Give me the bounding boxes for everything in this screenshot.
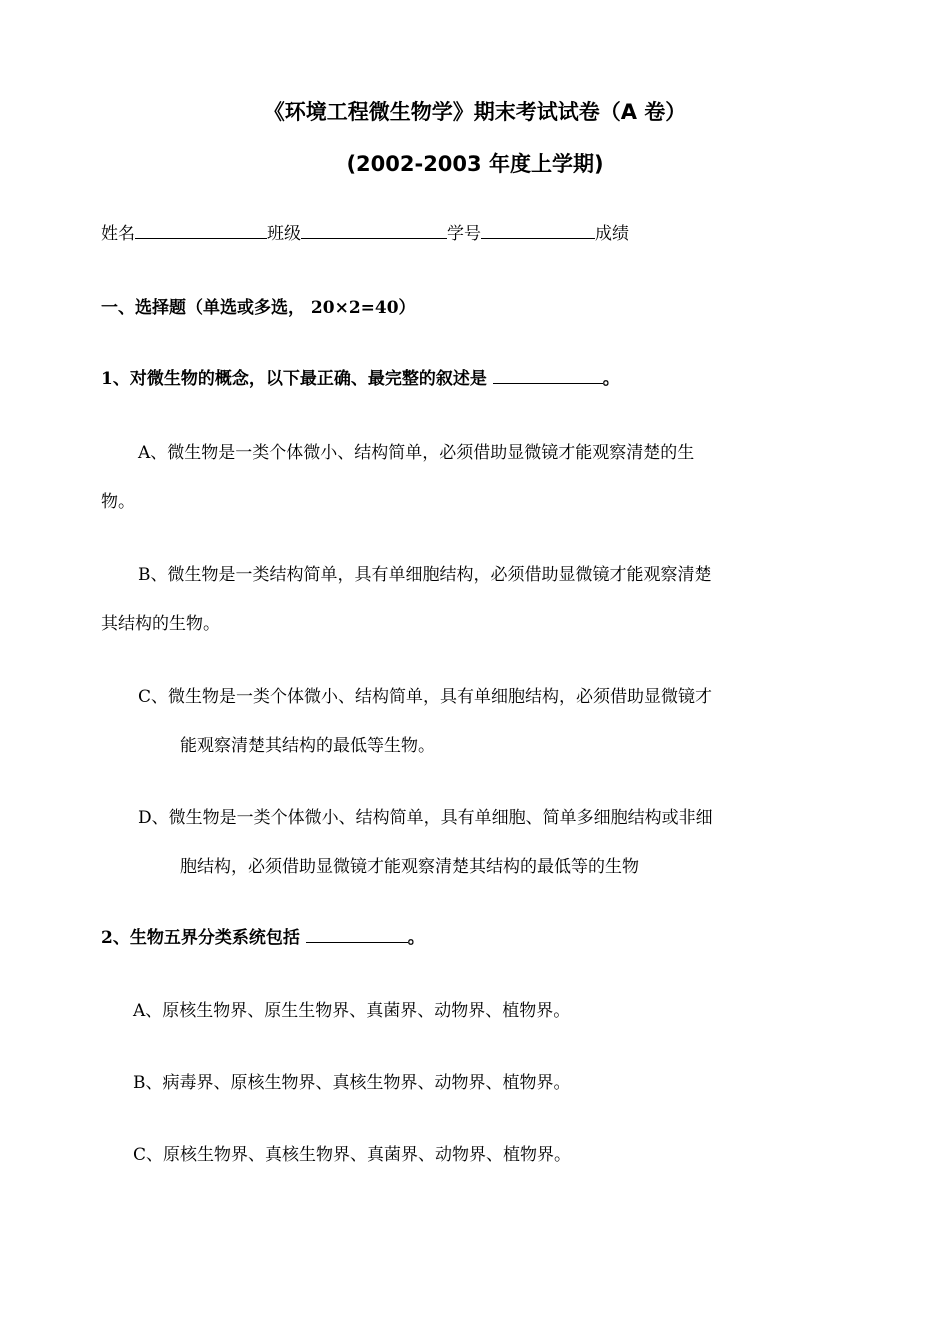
class-blank[interactable]: [301, 222, 447, 239]
question-2-stem: [101, 926, 425, 950]
student-id-blank[interactable]: [481, 222, 595, 239]
question-2-end: 。: [407, 928, 425, 948]
question-1-text: 1、对微生物的概念，以下最正确、最完整的叙述是: [101, 369, 487, 389]
student-id-label: 学号: [447, 224, 481, 244]
score-label: 成绩: [595, 224, 629, 244]
q2-option-b: B、病毒界、原核生物界、真核生物界、动物界、植物界。: [133, 1073, 571, 1093]
question-2-text: 2、生物五界分类系统包括: [101, 928, 300, 948]
question-2-answer-blank[interactable]: [306, 926, 408, 943]
q2-option-c: C、原核生物界、真核生物界、真菌界、动物界、植物界。: [133, 1145, 572, 1165]
q1-option-a-line2: 物。: [101, 492, 135, 512]
q1-option-b-line2: 其结构的生物。: [101, 614, 220, 634]
question-1-answer-blank[interactable]: [493, 367, 603, 384]
student-info-row: [101, 222, 629, 246]
q1-option-b-line1: B、微生物是一类结构简单，具有单细胞结构，必须借助显微镜才能观察清楚: [138, 565, 712, 585]
class-label: 班级: [267, 224, 301, 244]
name-blank[interactable]: [135, 222, 267, 239]
q2-option-a: A、原核生物界、原生生物界、真菌界、动物界、植物界。: [133, 1001, 571, 1021]
q1-option-d-line1: D、微生物是一类个体微小、结构简单，具有单细胞、简单多细胞结构或非细: [138, 808, 713, 828]
q1-option-c-line1: C、微生物是一类个体微小、结构简单，具有单细胞结构，必须借助显微镜才: [138, 687, 713, 707]
question-1-end: 。: [602, 369, 620, 389]
q1-option-a-line1: A、微生物是一类个体微小、结构简单，必须借助显微镜才能观察清楚的生: [138, 443, 695, 463]
section-heading: 一、选择题（单选或多选， 20×2=40）: [101, 298, 416, 318]
exam-title: 《环境工程微生物学》期末考试试卷（A 卷）: [263, 100, 687, 124]
q1-option-d-line2: 胞结构，必须借助显微镜才能观察清楚其结构的最低等的生物: [180, 857, 639, 877]
q1-option-c-line2: 能观察清楚其结构的最低等生物。: [180, 736, 435, 756]
exam-subtitle: (2002-2003 年度上学期): [346, 152, 604, 176]
question-1-stem: [101, 367, 620, 391]
name-label: 姓名: [101, 224, 135, 244]
